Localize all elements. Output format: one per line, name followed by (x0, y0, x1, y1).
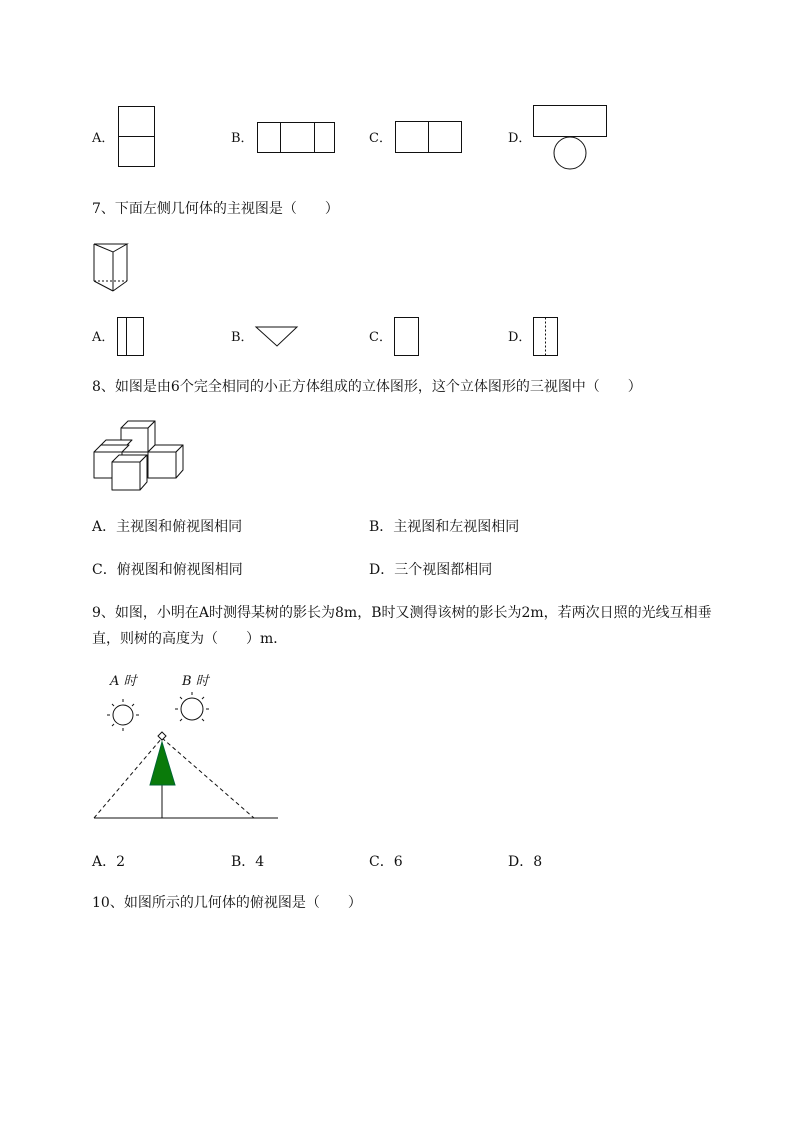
q7-stem: 7、下面左侧几何体的主视图是（ ） (92, 201, 339, 217)
q8-stem: 8、如图是由6个完全相同的小正方体组成的立体图形，这个立体图形的三视图中（ ） (92, 379, 642, 395)
q8-choice-c: C．俯视图和俯视图相同 (92, 562, 243, 578)
q6-option-b-figure (257, 122, 337, 154)
q6-option-a-figure (118, 106, 156, 168)
q9-label-a-time: A 时 (110, 674, 137, 689)
q7-option-a-label: A． (92, 330, 115, 345)
q7-option-b-label: B． (231, 330, 254, 345)
q8-choice-b: B．主视图和左视图相同 (369, 519, 520, 535)
q10-stem: 10、如图所示的几何体的俯视图是（ ） (92, 895, 362, 911)
q7-option-d-label: D． (508, 330, 532, 345)
q9-stem-line1: 9、如图，小明在A时测得某树的影长为8m，B时又测得该树的影长为2m，若两次日照的光线互相垂 (92, 605, 712, 621)
q8-cubes-figure (92, 418, 188, 494)
q7-option-c-label: C． (369, 330, 392, 345)
q9-choice-a: A．2 (92, 854, 126, 870)
sun-icon (181, 698, 203, 720)
q6-option-c-label: C． (369, 131, 392, 146)
q9-choice-d: D．8 (508, 854, 543, 870)
q7-solid-figure (93, 243, 129, 293)
q7-option-b-figure (255, 326, 299, 348)
q9-stem-line2: 直，则树的高度为（ ）m． (92, 631, 288, 647)
q6-option-a-label: A． (92, 131, 115, 146)
q9-shadow-figure (92, 688, 282, 824)
q6-option-c-figure (395, 121, 463, 154)
q9-choice-c: C．6 (369, 854, 403, 870)
q6-option-b-label: B． (231, 131, 254, 146)
q7-option-d-figure (533, 317, 559, 357)
sun-icon (113, 705, 133, 725)
q8-choice-a: A．主视图和俯视图相同 (92, 519, 243, 535)
q9-label-b-time: B 时 (182, 674, 209, 689)
q6-option-d-figure (533, 105, 609, 171)
q7-option-c-figure (394, 317, 420, 357)
q8-choice-d: D．三个视图都相同 (369, 562, 493, 578)
q6-option-d-label: D． (508, 131, 532, 146)
q7-option-a-figure (117, 317, 145, 357)
q9-choice-b: B．4 (231, 854, 265, 870)
